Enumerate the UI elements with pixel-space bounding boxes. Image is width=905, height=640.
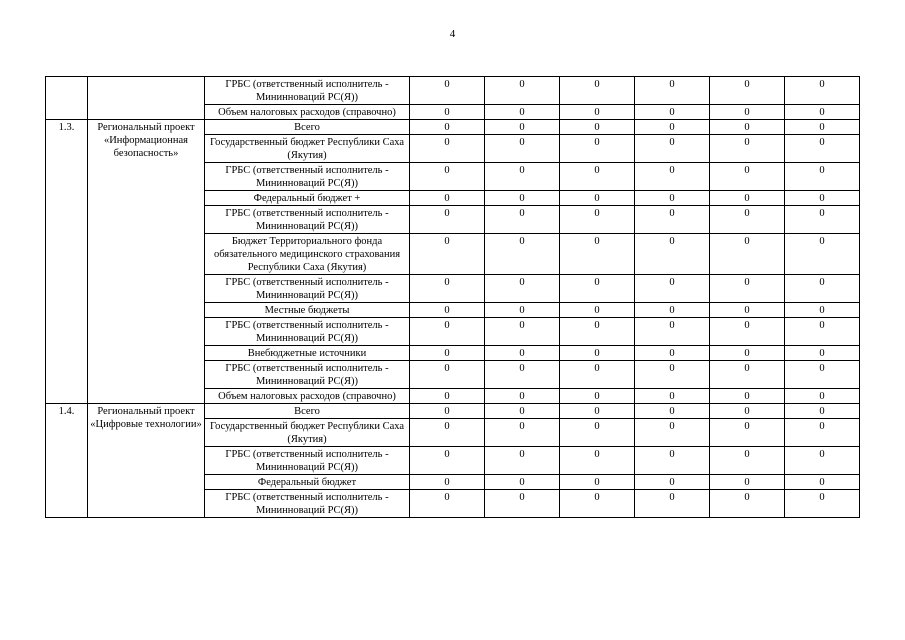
section-number: 1.3. xyxy=(46,120,88,404)
value-cell: 0 xyxy=(635,105,710,120)
budget-table xyxy=(45,76,860,518)
value-cell: 0 xyxy=(485,303,560,318)
value-cell: 0 xyxy=(635,419,710,447)
value-cell: 0 xyxy=(710,490,785,518)
value-cell: 0 xyxy=(710,163,785,191)
value-cell: 0 xyxy=(410,346,485,361)
value-cell: 0 xyxy=(635,191,710,206)
value-cell: 0 xyxy=(785,318,860,346)
value-cell: 0 xyxy=(410,404,485,419)
value-cell: 0 xyxy=(410,191,485,206)
funding-source: ГРБС (ответственный исполнитель - Мининноваций РС(Я)) xyxy=(205,206,410,234)
value-cell: 0 xyxy=(710,346,785,361)
value-cell: 0 xyxy=(710,404,785,419)
value-cell: 0 xyxy=(485,191,560,206)
value-cell: 0 xyxy=(785,346,860,361)
table-row xyxy=(46,404,860,419)
value-cell: 0 xyxy=(410,475,485,490)
value-cell: 0 xyxy=(410,77,485,105)
value-cell: 0 xyxy=(710,77,785,105)
value-cell: 0 xyxy=(785,475,860,490)
value-cell: 0 xyxy=(785,191,860,206)
value-cell: 0 xyxy=(635,77,710,105)
funding-source: Объем налоговых расходов (справочно) xyxy=(205,105,410,120)
funding-source: Всего xyxy=(205,404,410,419)
value-cell: 0 xyxy=(635,275,710,303)
value-cell: 0 xyxy=(560,447,635,475)
value-cell: 0 xyxy=(560,404,635,419)
value-cell: 0 xyxy=(710,318,785,346)
value-cell: 0 xyxy=(560,389,635,404)
value-cell: 0 xyxy=(485,490,560,518)
value-cell: 0 xyxy=(635,404,710,419)
value-cell: 0 xyxy=(410,206,485,234)
value-cell: 0 xyxy=(485,206,560,234)
value-cell: 0 xyxy=(485,105,560,120)
value-cell: 0 xyxy=(785,120,860,135)
value-cell: 0 xyxy=(785,234,860,275)
project-name: Региональный проект «Цифровые технологии» xyxy=(88,404,205,518)
page-number: 4 xyxy=(449,28,456,40)
value-cell: 0 xyxy=(485,77,560,105)
value-cell: 0 xyxy=(410,120,485,135)
value-cell: 0 xyxy=(485,404,560,419)
section-number xyxy=(46,77,88,120)
value-cell: 0 xyxy=(560,475,635,490)
value-cell: 0 xyxy=(560,105,635,120)
funding-source: Федеральный бюджет + xyxy=(205,191,410,206)
project-name xyxy=(88,77,205,120)
value-cell: 0 xyxy=(410,163,485,191)
value-cell: 0 xyxy=(710,120,785,135)
value-cell: 0 xyxy=(560,135,635,163)
value-cell: 0 xyxy=(560,303,635,318)
value-cell: 0 xyxy=(635,389,710,404)
value-cell: 0 xyxy=(635,475,710,490)
value-cell: 0 xyxy=(485,389,560,404)
value-cell: 0 xyxy=(485,346,560,361)
value-cell: 0 xyxy=(710,419,785,447)
value-cell: 0 xyxy=(785,447,860,475)
value-cell: 0 xyxy=(485,447,560,475)
value-cell: 0 xyxy=(785,77,860,105)
funding-source: Государственный бюджет Республики Саха (Якутия) xyxy=(205,135,410,163)
value-cell: 0 xyxy=(635,120,710,135)
section-number: 1.4. xyxy=(46,404,88,518)
funding-source: ГРБС (ответственный исполнитель - Мининноваций РС(Я)) xyxy=(205,447,410,475)
value-cell: 0 xyxy=(635,163,710,191)
value-cell: 0 xyxy=(560,361,635,389)
value-cell: 0 xyxy=(785,361,860,389)
value-cell: 0 xyxy=(560,419,635,447)
value-cell: 0 xyxy=(635,490,710,518)
value-cell: 0 xyxy=(635,135,710,163)
value-cell: 0 xyxy=(560,206,635,234)
value-cell: 0 xyxy=(410,419,485,447)
value-cell: 0 xyxy=(560,120,635,135)
value-cell: 0 xyxy=(710,206,785,234)
value-cell: 0 xyxy=(410,105,485,120)
funding-source: ГРБС (ответственный исполнитель - Мининноваций РС(Я)) xyxy=(205,490,410,518)
value-cell: 0 xyxy=(635,318,710,346)
value-cell: 0 xyxy=(710,191,785,206)
value-cell: 0 xyxy=(410,275,485,303)
funding-source: Федеральный бюджет xyxy=(205,475,410,490)
value-cell: 0 xyxy=(710,447,785,475)
funding-source: ГРБС (ответственный исполнитель - Мининноваций РС(Я)) xyxy=(205,77,410,105)
value-cell: 0 xyxy=(560,490,635,518)
value-cell: 0 xyxy=(560,234,635,275)
value-cell: 0 xyxy=(785,490,860,518)
value-cell: 0 xyxy=(785,105,860,120)
value-cell: 0 xyxy=(785,389,860,404)
value-cell: 0 xyxy=(635,346,710,361)
value-cell: 0 xyxy=(710,303,785,318)
value-cell: 0 xyxy=(560,163,635,191)
value-cell: 0 xyxy=(785,206,860,234)
value-cell: 0 xyxy=(410,389,485,404)
funding-source: Внебюджетные источники xyxy=(205,346,410,361)
value-cell: 0 xyxy=(710,361,785,389)
value-cell: 0 xyxy=(485,318,560,346)
value-cell: 0 xyxy=(485,135,560,163)
value-cell: 0 xyxy=(635,447,710,475)
table-row xyxy=(46,77,860,105)
value-cell: 0 xyxy=(410,135,485,163)
value-cell: 0 xyxy=(710,475,785,490)
value-cell: 0 xyxy=(410,361,485,389)
funding-source: Государственный бюджет Республики Саха (Якутия) xyxy=(205,419,410,447)
value-cell: 0 xyxy=(410,447,485,475)
value-cell: 0 xyxy=(560,346,635,361)
value-cell: 0 xyxy=(785,419,860,447)
funding-source: ГРБС (ответственный исполнитель - Мининноваций РС(Я)) xyxy=(205,318,410,346)
value-cell: 0 xyxy=(710,105,785,120)
value-cell: 0 xyxy=(485,120,560,135)
value-cell: 0 xyxy=(785,163,860,191)
value-cell: 0 xyxy=(710,234,785,275)
value-cell: 0 xyxy=(485,163,560,191)
project-name: Региональный проект «Информационная безопасность» xyxy=(88,120,205,404)
value-cell: 0 xyxy=(560,318,635,346)
value-cell: 0 xyxy=(410,490,485,518)
value-cell: 0 xyxy=(635,234,710,275)
value-cell: 0 xyxy=(560,191,635,206)
value-cell: 0 xyxy=(785,404,860,419)
value-cell: 0 xyxy=(710,389,785,404)
funding-source: ГРБС (ответственный исполнитель - Мининноваций РС(Я)) xyxy=(205,163,410,191)
funding-source: Объем налоговых расходов (справочно) xyxy=(205,389,410,404)
value-cell: 0 xyxy=(635,206,710,234)
funding-source: Всего xyxy=(205,120,410,135)
value-cell: 0 xyxy=(410,318,485,346)
value-cell: 0 xyxy=(635,361,710,389)
value-cell: 0 xyxy=(410,234,485,275)
funding-source: ГРБС (ответственный исполнитель - Мининноваций РС(Я)) xyxy=(205,361,410,389)
value-cell: 0 xyxy=(710,135,785,163)
value-cell: 0 xyxy=(485,234,560,275)
table-body xyxy=(46,77,860,518)
table-row xyxy=(46,120,860,135)
value-cell: 0 xyxy=(635,303,710,318)
value-cell: 0 xyxy=(710,275,785,303)
funding-source: ГРБС (ответственный исполнитель - Мининноваций РС(Я)) xyxy=(205,275,410,303)
funding-source: Местные бюджеты xyxy=(205,303,410,318)
value-cell: 0 xyxy=(785,303,860,318)
value-cell: 0 xyxy=(560,77,635,105)
value-cell: 0 xyxy=(785,135,860,163)
value-cell: 0 xyxy=(410,303,485,318)
value-cell: 0 xyxy=(485,275,560,303)
value-cell: 0 xyxy=(485,475,560,490)
value-cell: 0 xyxy=(485,419,560,447)
value-cell: 0 xyxy=(560,275,635,303)
funding-source: Бюджет Территориального фонда обязательного медицинского страхования Республики Саха (Якутия) xyxy=(205,234,410,275)
value-cell: 0 xyxy=(785,275,860,303)
value-cell: 0 xyxy=(485,361,560,389)
